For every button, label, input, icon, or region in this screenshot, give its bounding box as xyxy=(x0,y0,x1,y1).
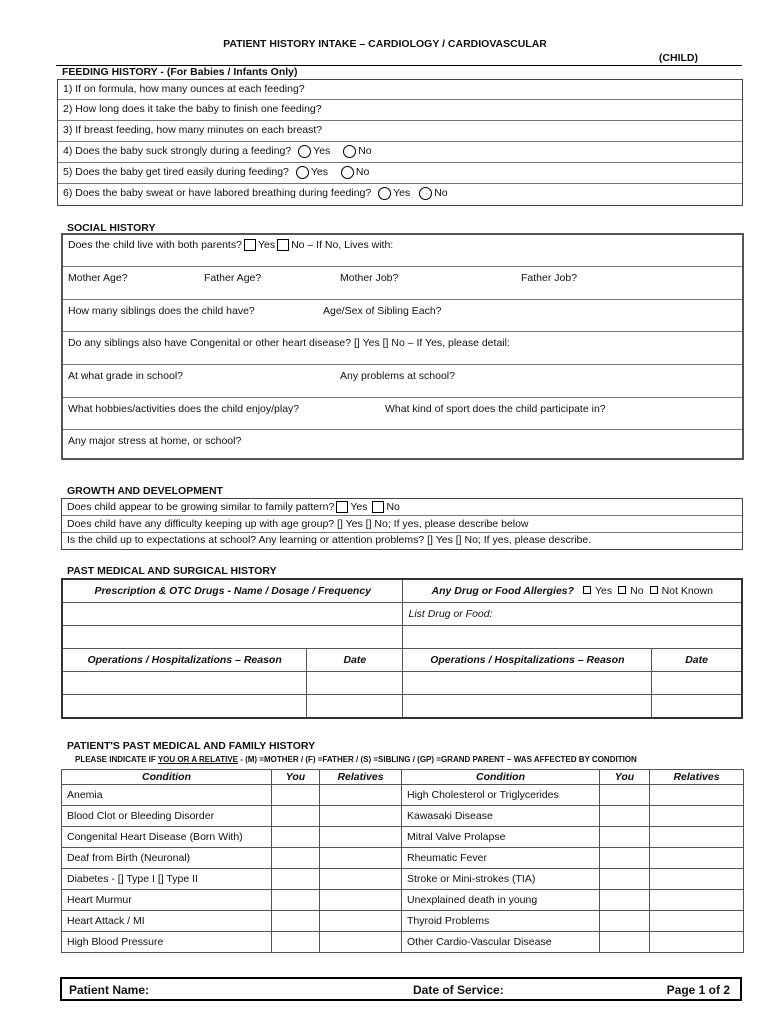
feeding-q2 xyxy=(58,100,742,121)
condition-left: Heart Murmur xyxy=(62,890,272,911)
q6-no-label: No xyxy=(434,187,448,199)
you-right-cell[interactable] xyxy=(600,911,650,932)
grade-label: At what grade in school? xyxy=(68,370,183,382)
feeding-box xyxy=(57,79,743,206)
ops-cell[interactable] xyxy=(62,695,307,719)
condition-left: Heart Attack / MI xyxy=(62,911,272,932)
social-school-row xyxy=(63,365,742,398)
relatives-left-cell[interactable] xyxy=(320,848,402,869)
relatives-right-cell[interactable] xyxy=(650,827,744,848)
feeding-q5 xyxy=(58,163,742,184)
parents-no-label: No – If No, Lives with: xyxy=(291,239,394,251)
social-parents-text: Does the child live with both parents? xyxy=(68,239,242,251)
q6-yes-label: Yes xyxy=(393,187,411,199)
ops-header-left: Operations / Hospitalizations – Reason xyxy=(62,649,307,672)
table-row xyxy=(62,911,744,932)
you-left-cell[interactable] xyxy=(272,911,320,932)
condition-left: High Blood Pressure xyxy=(62,932,272,953)
instruction-part-b: - (M) =MOTHER / (F) =FATHER / (S) =SIBLING / (GP) =GRAND PARENT – WAS AFFECTED BY CONDITION xyxy=(237,755,637,764)
relatives-right-cell[interactable] xyxy=(650,848,744,869)
you-right-cell[interactable] xyxy=(600,848,650,869)
allergy-yes-checkbox[interactable] xyxy=(583,586,591,594)
parents-yes-checkbox[interactable] xyxy=(244,239,256,251)
condition-right: Unexplained death in young xyxy=(402,890,600,911)
q5-no-radio[interactable] xyxy=(341,166,354,179)
date-of-service-label: Date of Service: xyxy=(413,983,504,997)
allergy-no-checkbox[interactable] xyxy=(618,586,626,594)
growth-no-checkbox[interactable] xyxy=(372,501,384,513)
sibling-age-sex-label: Age/Sex of Sibling Each? xyxy=(323,305,442,317)
rx-line-1[interactable] xyxy=(62,603,403,626)
relatives-left-cell[interactable] xyxy=(320,827,402,848)
q4-yes-label: Yes xyxy=(313,145,331,157)
col-relatives-left: Relatives xyxy=(320,770,402,785)
page-subtitle: (CHILD) xyxy=(658,52,698,64)
sport-label: What kind of sport does the child participate in? xyxy=(385,403,606,415)
you-left-cell[interactable] xyxy=(272,848,320,869)
feeding-q6-text: 6) Does the baby sweat or have labored breathing during feeding? xyxy=(63,187,372,199)
you-right-cell[interactable] xyxy=(600,827,650,848)
you-right-cell[interactable] xyxy=(600,932,650,953)
rx-line-2[interactable] xyxy=(62,626,403,649)
patient-name-label: Patient Name: xyxy=(69,983,150,997)
date-cell[interactable] xyxy=(307,695,403,719)
medications-table xyxy=(61,578,743,719)
col-you-left: You xyxy=(272,770,320,785)
feeding-q4-text: 4) Does the baby suck strongly during a feeding? xyxy=(63,145,292,157)
q6-no-radio[interactable] xyxy=(419,187,432,200)
col-relatives-right: Relatives xyxy=(650,770,744,785)
feeding-q4 xyxy=(58,142,742,163)
you-left-cell[interactable] xyxy=(272,806,320,827)
date-cell[interactable] xyxy=(307,672,403,695)
list-drug-label: List Drug or Food: xyxy=(403,603,742,626)
relatives-right-cell[interactable] xyxy=(650,785,744,806)
condition-right: Mitral Valve Prolapse xyxy=(402,827,600,848)
allergy-header-cell xyxy=(403,579,742,603)
social-sibling-heart-row xyxy=(63,332,742,365)
you-left-cell[interactable] xyxy=(272,932,320,953)
table-row xyxy=(62,827,744,848)
growth-yes-checkbox[interactable] xyxy=(336,501,348,513)
social-parents-info-row xyxy=(63,267,742,300)
social-siblings-row xyxy=(63,300,742,332)
col-condition-left: Condition xyxy=(62,770,272,785)
allergy-unknown-checkbox[interactable] xyxy=(650,586,658,594)
social-heading: SOCIAL HISTORY xyxy=(67,222,156,234)
growth-q3-text: Is the child up to expectations at school? Any learning or attention problems? [] Yes [] No; If yes, please describe. xyxy=(67,534,592,546)
relatives-left-cell[interactable] xyxy=(320,785,402,806)
you-left-cell[interactable] xyxy=(272,890,320,911)
allergy-line-2[interactable] xyxy=(403,626,742,649)
growth-box xyxy=(61,498,743,550)
you-right-cell[interactable] xyxy=(600,806,650,827)
q4-no-label: No xyxy=(358,145,372,157)
feeding-q1-text: 1) If on formula, how many ounces at each feeding? xyxy=(63,83,305,95)
q5-no-label: No xyxy=(355,166,370,178)
feeding-heading: FEEDING HISTORY - (For Babies / Infants Only) xyxy=(62,66,298,78)
social-stress-row xyxy=(63,430,742,458)
mother-age-label: Mother Age? xyxy=(68,272,128,284)
mother-job-label: Mother Job? xyxy=(340,272,399,284)
parents-no-checkbox[interactable] xyxy=(277,239,289,251)
allergy-options xyxy=(577,585,713,597)
social-hobbies-row xyxy=(63,398,742,430)
q6-yes-radio[interactable] xyxy=(378,187,391,200)
feeding-q2-text: 2) How long does it take the baby to finish one feeding? xyxy=(63,103,322,115)
page-number: Page 1 of 2 xyxy=(666,983,730,997)
relatives-right-cell[interactable] xyxy=(650,890,744,911)
q5-yes-label: Yes xyxy=(310,166,328,178)
date-header-right: Date xyxy=(652,649,742,672)
relatives-left-cell[interactable] xyxy=(320,890,402,911)
date-cell[interactable] xyxy=(652,672,742,695)
relatives-right-cell[interactable] xyxy=(650,932,744,953)
instruction-part-u: YOU OR A RELATIVE xyxy=(157,755,238,764)
table-row xyxy=(62,848,744,869)
growth-q2-text: Does child have any difficulty keeping up with age group? [] Yes [] No; If yes, please describe below xyxy=(67,518,529,530)
family-heading: PATIENT'S PAST MEDICAL AND FAMILY HISTORY xyxy=(67,740,316,752)
family-history-table xyxy=(61,769,744,953)
you-right-cell[interactable] xyxy=(600,869,650,890)
father-age-label: Father Age? xyxy=(204,272,262,284)
allergy-no-label: No xyxy=(630,585,644,597)
col-you-right: You xyxy=(600,770,650,785)
relatives-left-cell[interactable] xyxy=(320,932,402,953)
ops-cell[interactable] xyxy=(403,695,652,719)
hobbies-label: What hobbies/activities does the child enjoy/play? xyxy=(68,403,300,415)
growth-q2-row xyxy=(62,516,742,533)
school-problems-label: Any problems at school? xyxy=(340,370,455,382)
allergy-header: Any Drug or Food Allergies? xyxy=(431,585,575,597)
date-header-left: Date xyxy=(307,649,403,672)
growth-q1-text: Does child appear to be growing similar to family pattern? xyxy=(67,501,335,513)
condition-right: Other Cardio-Vascular Disease xyxy=(402,932,600,953)
table-row xyxy=(62,869,744,890)
social-box xyxy=(61,233,744,460)
ops-cell[interactable] xyxy=(62,672,307,695)
social-parents-row xyxy=(63,235,742,267)
ops-cell[interactable] xyxy=(403,672,652,695)
table-row xyxy=(62,785,744,806)
relatives-left-cell[interactable] xyxy=(320,869,402,890)
relatives-left-cell[interactable] xyxy=(320,911,402,932)
growth-yes-label: Yes xyxy=(350,501,368,513)
q4-no-radio[interactable] xyxy=(343,145,356,158)
col-condition-right: Condition xyxy=(402,770,600,785)
feeding-q3-text: 3) If breast feeding, how many minutes on each breast? xyxy=(63,124,323,136)
you-right-cell[interactable] xyxy=(600,890,650,911)
family-instruction xyxy=(75,755,637,764)
table-row xyxy=(62,932,744,953)
condition-left: Deaf from Birth (Neuronal) xyxy=(62,848,272,869)
condition-right: Rheumatic Fever xyxy=(402,848,600,869)
you-left-cell[interactable] xyxy=(272,785,320,806)
feeding-q1 xyxy=(58,80,742,100)
table-row xyxy=(62,890,744,911)
condition-right: Kawasaki Disease xyxy=(402,806,600,827)
condition-left: Congenital Heart Disease (Born With) xyxy=(62,827,272,848)
growth-q3-row xyxy=(62,533,742,549)
past-medical-heading: PAST MEDICAL AND SURGICAL HISTORY xyxy=(67,565,277,577)
you-left-cell[interactable] xyxy=(272,827,320,848)
q4-yes-radio[interactable] xyxy=(298,145,311,158)
instruction-part-a: PLEASE INDICATE IF xyxy=(75,755,158,764)
allergy-yes-label: Yes xyxy=(595,585,613,597)
table-row xyxy=(62,806,744,827)
father-job-label: Father Job? xyxy=(521,272,578,284)
relatives-right-cell[interactable] xyxy=(650,869,744,890)
sibling-heart-text: Do any siblings also have Congenital or other heart disease? [] Yes [] No – If Yes, please detail: xyxy=(68,337,510,349)
q5-yes-radio[interactable] xyxy=(296,166,309,179)
parents-yes-label: Yes xyxy=(257,239,276,251)
page-footer xyxy=(60,977,742,1001)
condition-left: Diabetes - [] Type I [] Type II xyxy=(62,869,272,890)
growth-heading: GROWTH AND DEVELOPMENT xyxy=(67,485,223,497)
feeding-q6 xyxy=(58,184,742,205)
stress-label: Any major stress at home, or school? xyxy=(68,435,242,447)
condition-right: High Cholesterol or Triglycerides xyxy=(402,785,600,806)
condition-left: Blood Clot or Bleeding Disorder xyxy=(62,806,272,827)
feeding-q3 xyxy=(58,121,742,142)
relatives-left-cell[interactable] xyxy=(320,806,402,827)
allergy-unknown-label: Not Known xyxy=(661,585,713,597)
you-right-cell[interactable] xyxy=(600,785,650,806)
ops-header-right: Operations / Hospitalizations – Reason xyxy=(403,649,652,672)
feeding-q5-text: 5) Does the baby get tired easily during feeding? xyxy=(63,166,289,178)
growth-no-label: No xyxy=(386,501,400,513)
date-cell[interactable] xyxy=(652,695,742,719)
growth-q1-row xyxy=(62,499,742,516)
condition-right: Thyroid Problems xyxy=(402,911,600,932)
siblings-label: How many siblings does the child have? xyxy=(68,305,255,317)
rx-header: Prescription & OTC Drugs - Name / Dosage / Frequency xyxy=(62,579,403,603)
condition-left: Anemia xyxy=(62,785,272,806)
relatives-right-cell[interactable] xyxy=(650,911,744,932)
you-left-cell[interactable] xyxy=(272,869,320,890)
page-title: PATIENT HISTORY INTAKE – CARDIOLOGY / CARDIOVASCULAR xyxy=(223,38,547,50)
relatives-right-cell[interactable] xyxy=(650,806,744,827)
condition-right: Stroke or Mini-strokes (TIA) xyxy=(402,869,600,890)
